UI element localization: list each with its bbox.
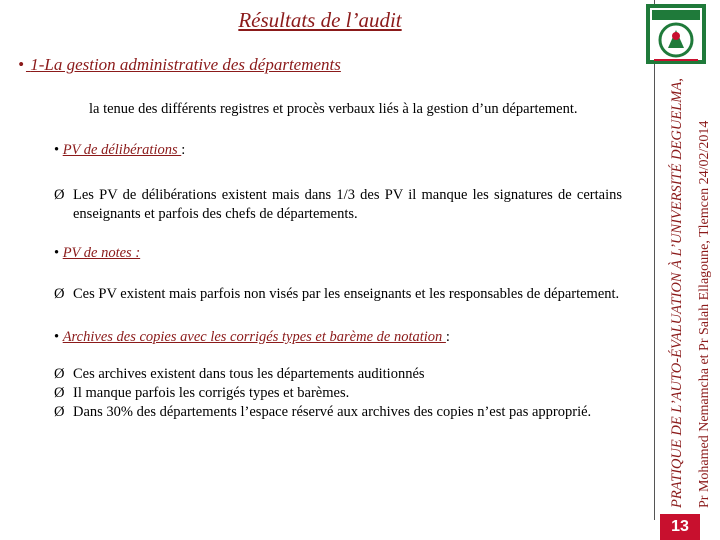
- arrow-bullet-icon: Ø: [54, 366, 65, 382]
- pv-deliberations-text: Les PV de délibérations existent mais dans 1/3 des PV il manque les signatures de certains enseignants et parfois des chefs de départements.: [73, 187, 622, 222]
- list-item: [54, 403, 622, 422]
- arrow-bullet-icon: Ø: [54, 286, 65, 302]
- section-heading-text: 1-La gestion administrative des départements: [30, 55, 341, 74]
- page-number: 13: [660, 514, 700, 540]
- university-seal-icon: [644, 2, 708, 66]
- archives-item-text: Ces archives existent dans tous les départements auditionnés: [73, 366, 425, 382]
- pv-notes-text: Ces PV existent mais parfois non visés par les enseignants et les responsables de département.: [73, 286, 620, 302]
- pv-deliberations-bullet: •: [54, 142, 60, 158]
- intro-paragraph: la tenue des différents registres et procès verbaux liés à la gestion d’un département.: [89, 101, 578, 117]
- pv-deliberations-item: [54, 186, 622, 224]
- vertical-authors: Pr Mohamed Nemamcha et Pr Salah Ellagoune, Tlemcen 24/02/2014: [697, 120, 712, 508]
- pv-notes-label: PV de notes :: [62, 245, 141, 261]
- archives-item-text: Il manque parfois les corrigés types et barèmes.: [73, 385, 350, 401]
- archives-label: Archives des copies avec les corrigés types et barème de notation: [62, 329, 446, 345]
- list-item: [54, 365, 622, 384]
- arrow-bullet-icon: Ø: [54, 404, 65, 420]
- archives-list: [54, 365, 622, 422]
- list-item: [54, 384, 622, 403]
- pv-notes-bullet: •: [54, 245, 60, 261]
- section-bullet: •: [18, 55, 24, 74]
- pv-deliberations-colon: :: [181, 142, 186, 158]
- sidebar-divider: [654, 0, 655, 520]
- arrow-bullet-icon: Ø: [54, 187, 65, 203]
- section-heading: [18, 55, 341, 75]
- pv-notes-heading: [54, 244, 622, 263]
- slide-title: Résultats de l’audit: [238, 8, 402, 32]
- pv-deliberations-label: PV de délibérations: [62, 142, 182, 158]
- pv-notes-item: [54, 285, 622, 304]
- archives-item-text: Dans 30% des départements l’espace réservé aux archives des copies n’est pas approprié.: [73, 404, 592, 420]
- archives-colon: :: [445, 329, 450, 345]
- slide-content: [54, 100, 622, 422]
- archives-heading: [54, 328, 622, 347]
- archives-bullet: •: [54, 329, 60, 345]
- pv-deliberations-heading: [54, 141, 622, 160]
- arrow-bullet-icon: Ø: [54, 385, 65, 401]
- vertical-title: PRATIQUE DE L’AUTO-ÉVALUATION À L’UNIVERSITÉ DEGUELMA,: [669, 78, 685, 508]
